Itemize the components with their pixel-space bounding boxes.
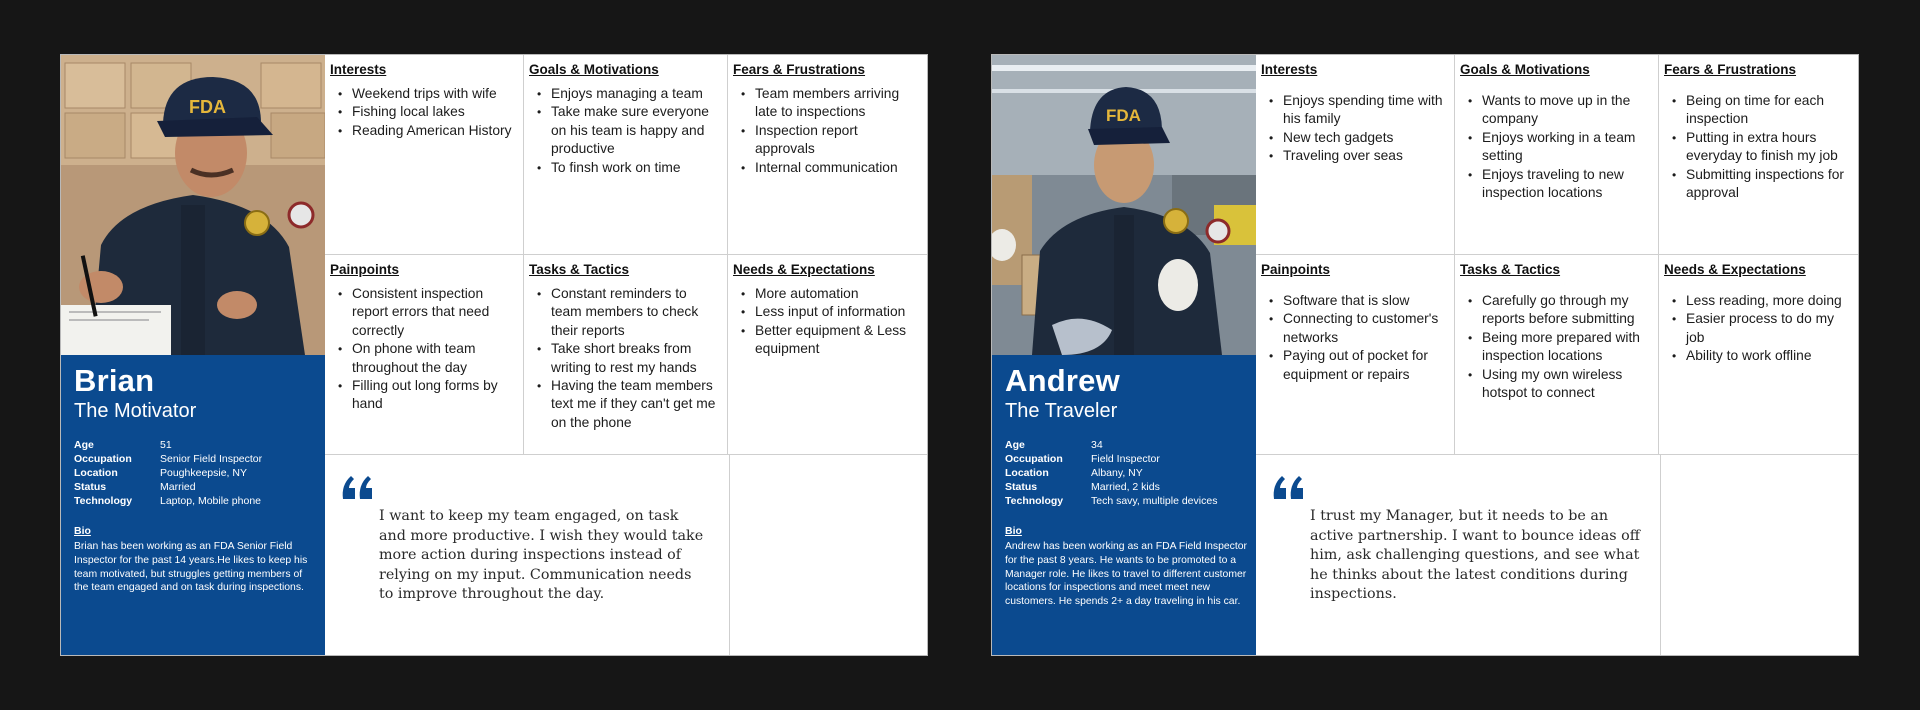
persona-card-brian bbox=[60, 54, 928, 656]
fact-label: Occupation bbox=[1005, 453, 1063, 465]
fears-section bbox=[728, 55, 927, 255]
bullet-list bbox=[733, 285, 921, 359]
bullet-list bbox=[330, 285, 517, 414]
fact-technology bbox=[1005, 494, 1245, 508]
section-title: Goals & Motivations bbox=[529, 62, 659, 77]
persona-subtitle: The Traveler bbox=[1005, 400, 1118, 422]
fact-value: Senior Field Inspector bbox=[160, 453, 263, 465]
fact-value: Albany, NY bbox=[1091, 467, 1143, 479]
fact-location bbox=[74, 466, 314, 480]
list-item: • Weekend trips with wife bbox=[330, 85, 517, 103]
fact-occupation bbox=[74, 452, 314, 466]
list-item: • Paying out of pocket for equipment or repairs bbox=[1261, 347, 1448, 384]
list-item: • Being more prepared with inspection locations bbox=[1460, 329, 1652, 366]
fact-value: Married bbox=[160, 481, 196, 493]
goals-section bbox=[524, 55, 728, 255]
interests-section bbox=[325, 55, 524, 255]
bio-text: Andrew has been working as an FDA Field Inspector for the past 8 years. He wants to be promoted to a Manager role. He likes to travel to different customer locations for inspections and meet meet new customers. He spends 2+ a day traveling in his car. bbox=[1005, 541, 1247, 608]
quote-section bbox=[1256, 455, 1661, 655]
fact-value: Tech savy, multiple devices bbox=[1091, 495, 1218, 507]
fact-age bbox=[1005, 438, 1245, 452]
fact-label: Age bbox=[74, 439, 94, 451]
list-item: • Less reading, more doing bbox=[1664, 292, 1852, 310]
list-item: • Using my own wireless hotspot to connect bbox=[1460, 366, 1652, 403]
section-title: Tasks & Tactics bbox=[1460, 262, 1561, 277]
list-item: • Take short breaks from writing to rest my hands bbox=[529, 340, 721, 377]
list-item: • Connecting to customer's networks bbox=[1261, 310, 1448, 347]
fact-technology bbox=[74, 494, 314, 508]
fact-occupation bbox=[1005, 452, 1245, 466]
persona-photo bbox=[61, 55, 325, 355]
bullet-list bbox=[1261, 92, 1448, 166]
fact-value: Married, 2 kids bbox=[1091, 481, 1160, 493]
needs-section bbox=[728, 255, 927, 455]
list-item: • Take make sure everyone on his team is happy and productive bbox=[529, 103, 721, 158]
bullet-list bbox=[1664, 292, 1852, 366]
list-item: • Being on time for each inspection bbox=[1664, 92, 1852, 129]
persona-name: Brian bbox=[74, 363, 155, 398]
list-item: • Putting in extra hours everyday to finish my job bbox=[1664, 129, 1852, 166]
list-item: • Traveling over seas bbox=[1261, 147, 1448, 165]
list-item: • Inspection report approvals bbox=[733, 122, 921, 159]
fact-value: Poughkeepsie, NY bbox=[160, 467, 247, 479]
bullet-list bbox=[1664, 92, 1852, 202]
section-title: Tasks & Tactics bbox=[529, 262, 630, 277]
bullet-list bbox=[1460, 292, 1652, 402]
section-title: Fears & Frustrations bbox=[733, 62, 866, 77]
list-item: • Enjoys traveling to new inspection locations bbox=[1460, 166, 1652, 203]
section-title: Interests bbox=[330, 62, 387, 77]
fact-label: Technology bbox=[74, 495, 133, 507]
section-title: Fears & Frustrations bbox=[1664, 62, 1797, 77]
goals-section bbox=[1455, 55, 1659, 255]
persona-name: Andrew bbox=[1005, 363, 1120, 398]
list-item: • Consistent inspection report errors that need correctly bbox=[330, 285, 517, 340]
quote-mark-icon bbox=[341, 473, 375, 501]
painpoints-section bbox=[1256, 255, 1455, 455]
list-item: • Enjoys working in a team setting bbox=[1460, 129, 1652, 166]
section-title: Interests bbox=[1261, 62, 1318, 77]
list-item: • Carefully go through my reports before submitting bbox=[1460, 292, 1652, 329]
empty-cell bbox=[1661, 455, 1858, 655]
list-item: • New tech gadgets bbox=[1261, 129, 1448, 147]
persona-subtitle: The Motivator bbox=[74, 400, 197, 422]
list-item: • Constant reminders to team members to check their reports bbox=[529, 285, 721, 340]
list-item: • Submitting inspections for approval bbox=[1664, 166, 1852, 203]
bio-label: Bio bbox=[74, 525, 91, 537]
persona-photo bbox=[992, 55, 1256, 355]
needs-section bbox=[1659, 255, 1858, 455]
section-title: Needs & Expectations bbox=[733, 262, 875, 277]
list-item: • Internal communication bbox=[733, 159, 921, 177]
persona-facts bbox=[74, 438, 314, 508]
bullet-list bbox=[529, 85, 721, 177]
fact-value: 51 bbox=[160, 439, 172, 451]
persona-sidebar bbox=[61, 55, 325, 655]
persona-facts bbox=[1005, 438, 1245, 508]
list-item: • Fishing local lakes bbox=[330, 103, 517, 121]
list-item: • On phone with team throughout the day bbox=[330, 340, 517, 377]
fact-label: Age bbox=[1005, 439, 1025, 451]
bullet-list bbox=[529, 285, 721, 432]
tasks-section bbox=[524, 255, 728, 455]
list-item: • Software that is slow bbox=[1261, 292, 1448, 310]
bullet-list bbox=[1261, 292, 1448, 384]
quote-mark-icon bbox=[1272, 473, 1306, 501]
bullet-list bbox=[733, 85, 921, 177]
fact-age bbox=[74, 438, 314, 452]
fact-label: Status bbox=[74, 481, 107, 493]
section-title: Needs & Expectations bbox=[1664, 262, 1806, 277]
fact-label: Occupation bbox=[74, 453, 132, 465]
list-item: • More automation bbox=[733, 285, 921, 303]
list-item: • Reading American History bbox=[330, 122, 517, 140]
list-item: • To finsh work on time bbox=[529, 159, 721, 177]
inspector-photo-illustration bbox=[61, 55, 325, 355]
bullet-list bbox=[330, 85, 517, 140]
section-title: Painpoints bbox=[330, 262, 400, 277]
quote-text: I trust my Manager, but it needs to be an active partnership. I want to bounce ideas off him, ask challenging questions, and see what he thinks about the latest conditions during inspections. bbox=[1310, 508, 1640, 602]
list-item: • Easier process to do my job bbox=[1664, 310, 1852, 347]
list-item: • Having the team members text me if they can't get me on the phone bbox=[529, 377, 721, 432]
list-item: • Team members arriving late to inspections bbox=[733, 85, 921, 122]
section-title: Painpoints bbox=[1261, 262, 1331, 277]
fact-label: Location bbox=[74, 467, 118, 479]
list-item: • Wants to move up in the company bbox=[1460, 92, 1652, 129]
section-title: Goals & Motivations bbox=[1460, 62, 1590, 77]
persona-card-andrew bbox=[991, 54, 1859, 656]
list-item: • Ability to work offline bbox=[1664, 347, 1852, 365]
cap-badge-text: FDA bbox=[1106, 106, 1141, 125]
list-item: • Filling out long forms by hand bbox=[330, 377, 517, 414]
list-item: • Better equipment & Less equipment bbox=[733, 322, 921, 359]
list-item: • Enjoys managing a team bbox=[529, 85, 721, 103]
bio-text: Brian has been working as an FDA Senior Field Inspector for the past 14 years.He likes to keep his team motivated, but struggles getting members of the team engaged and on task during inspections. bbox=[74, 541, 308, 594]
persona-sidebar bbox=[992, 55, 1256, 655]
fears-section bbox=[1659, 55, 1858, 255]
inspector-photo-illustration bbox=[992, 55, 1256, 355]
fact-location bbox=[1005, 466, 1245, 480]
painpoints-section bbox=[325, 255, 524, 455]
cap-badge-text: FDA bbox=[189, 97, 226, 117]
fact-label: Technology bbox=[1005, 495, 1064, 507]
list-item: • Enjoys spending time with his family bbox=[1261, 92, 1448, 129]
bullet-list bbox=[1460, 92, 1652, 202]
fact-label: Location bbox=[1005, 467, 1049, 479]
quote-section bbox=[325, 455, 730, 655]
fact-value: 34 bbox=[1091, 439, 1103, 451]
fact-status bbox=[74, 480, 314, 494]
fact-status bbox=[1005, 480, 1245, 494]
empty-cell bbox=[730, 455, 927, 655]
bio-label: Bio bbox=[1005, 525, 1022, 537]
fact-label: Status bbox=[1005, 481, 1038, 493]
quote-text: I want to keep my team engaged, on task and more productive. I wish they would take more action during inspections instead of relying on my input. Communication needs to improve throughout the day. bbox=[379, 508, 704, 602]
fact-value: Laptop, Mobile phone bbox=[160, 495, 261, 507]
fact-value: Field Inspector bbox=[1091, 453, 1160, 465]
tasks-section bbox=[1455, 255, 1659, 455]
interests-section bbox=[1256, 55, 1455, 255]
list-item: • Less input of information bbox=[733, 303, 921, 321]
